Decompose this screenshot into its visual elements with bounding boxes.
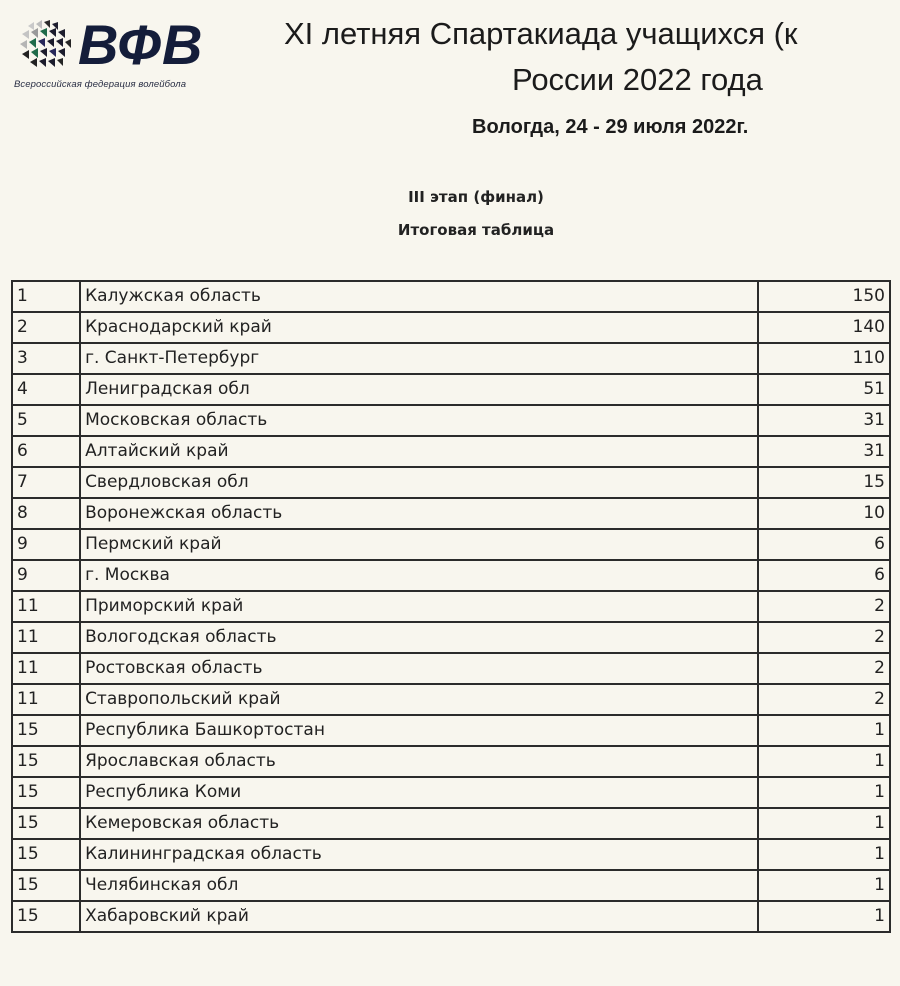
points-cell: 6 (758, 529, 890, 560)
place-cell: 11 (12, 653, 80, 684)
logo-wordmark: ВФВ (78, 13, 204, 76)
points-cell: 2 (758, 622, 890, 653)
place-cell: 15 (12, 839, 80, 870)
points-cell: 2 (758, 653, 890, 684)
table-row (12, 467, 890, 498)
table-row (12, 653, 890, 684)
table-row (12, 591, 890, 622)
points-cell: 6 (758, 560, 890, 591)
place-cell: 15 (12, 715, 80, 746)
region-cell: Свердловская обл (80, 467, 758, 498)
points-cell: 31 (758, 436, 890, 467)
table-row (12, 746, 890, 777)
place-cell: 4 (12, 374, 80, 405)
region-cell: Приморский край (80, 591, 758, 622)
region-cell: Челябинская обл (80, 870, 758, 901)
points-cell: 10 (758, 498, 890, 529)
document-title-line-2: России 2022 года (512, 62, 763, 97)
points-cell: 1 (758, 777, 890, 808)
stage-heading: III этап (финал) (408, 188, 544, 206)
points-cell: 2 (758, 684, 890, 715)
table-row (12, 808, 890, 839)
standings-table (11, 280, 891, 933)
table-row (12, 715, 890, 746)
points-cell: 1 (758, 715, 890, 746)
points-cell: 1 (758, 808, 890, 839)
table-row (12, 622, 890, 653)
place-cell: 15 (12, 746, 80, 777)
region-cell: Калининградская область (80, 839, 758, 870)
region-cell: Вологодская область (80, 622, 758, 653)
table-row (12, 281, 890, 312)
region-cell: Республика Башкортостан (80, 715, 758, 746)
document-title-line-1: XI летняя Спартакиада учащихся (к (284, 16, 798, 51)
place-cell: 15 (12, 901, 80, 932)
region-cell: Ростовская область (80, 653, 758, 684)
region-cell: Московская область (80, 405, 758, 436)
points-cell: 1 (758, 901, 890, 932)
place-cell: 3 (12, 343, 80, 374)
points-cell: 140 (758, 312, 890, 343)
place-cell: 7 (12, 467, 80, 498)
region-cell: г. Москва (80, 560, 758, 591)
table-row (12, 839, 890, 870)
place-cell: 9 (12, 529, 80, 560)
region-cell: Кемеровская область (80, 808, 758, 839)
table-row (12, 529, 890, 560)
place-cell: 11 (12, 591, 80, 622)
place-cell: 11 (12, 684, 80, 715)
table-row (12, 498, 890, 529)
points-cell: 150 (758, 281, 890, 312)
place-cell: 15 (12, 870, 80, 901)
table-row (12, 374, 890, 405)
volleyball-globe-icon (12, 18, 76, 74)
points-cell: 1 (758, 870, 890, 901)
place-cell: 15 (12, 808, 80, 839)
table-row (12, 777, 890, 808)
place-cell: 9 (12, 560, 80, 591)
place-cell: 5 (12, 405, 80, 436)
table-heading: Итоговая таблица (397, 221, 555, 239)
points-cell: 31 (758, 405, 890, 436)
table-row (12, 343, 890, 374)
region-cell: Республика Коми (80, 777, 758, 808)
region-cell: Хабаровский край (80, 901, 758, 932)
region-cell: Воронежская область (80, 498, 758, 529)
region-cell: Ярославская область (80, 746, 758, 777)
place-cell: 11 (12, 622, 80, 653)
region-cell: г. Санкт-Петербург (80, 343, 758, 374)
table-row (12, 901, 890, 932)
table-row (12, 560, 890, 591)
table-row (12, 684, 890, 715)
place-cell: 2 (12, 312, 80, 343)
region-cell: Калужская область (80, 281, 758, 312)
region-cell: Лениградская обл (80, 374, 758, 405)
logo-caption: Всероссийская федерация волейбола (14, 79, 187, 90)
region-cell: Ставропольский край (80, 684, 758, 715)
table-row (12, 870, 890, 901)
venue-and-dates: Вологда, 24 - 29 июля 2022г. (472, 116, 749, 138)
points-cell: 1 (758, 839, 890, 870)
vfv-logo (12, 13, 227, 96)
region-cell: Алтайский край (80, 436, 758, 467)
table-row (12, 405, 890, 436)
place-cell: 15 (12, 777, 80, 808)
table-row (12, 436, 890, 467)
points-cell: 1 (758, 746, 890, 777)
place-cell: 6 (12, 436, 80, 467)
place-cell: 8 (12, 498, 80, 529)
region-cell: Краснодарский край (80, 312, 758, 343)
points-cell: 110 (758, 343, 890, 374)
points-cell: 15 (758, 467, 890, 498)
region-cell: Пермский край (80, 529, 758, 560)
table-row (12, 312, 890, 343)
points-cell: 51 (758, 374, 890, 405)
place-cell: 1 (12, 281, 80, 312)
points-cell: 2 (758, 591, 890, 622)
